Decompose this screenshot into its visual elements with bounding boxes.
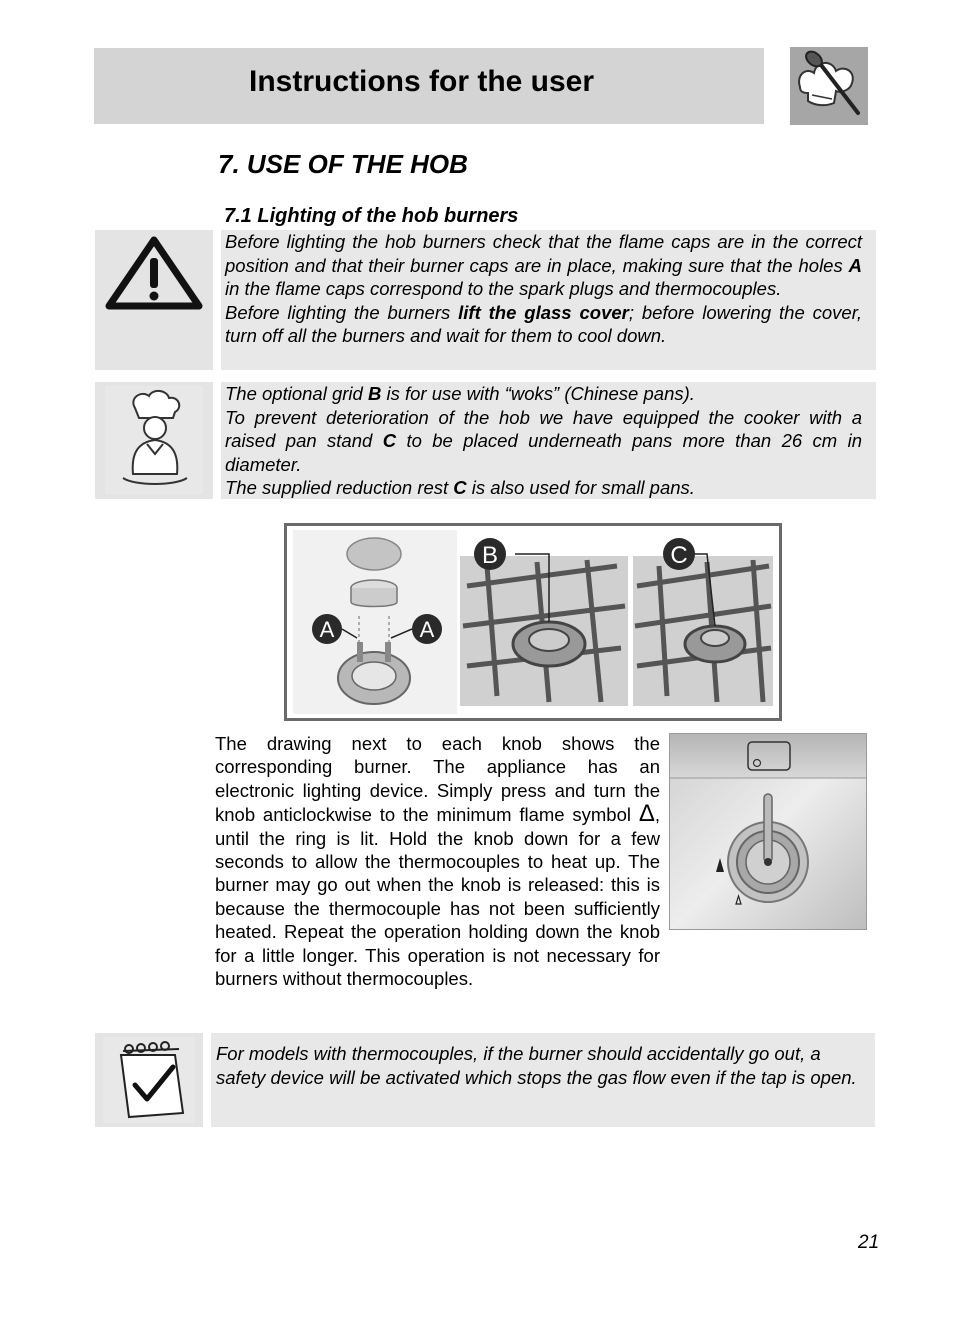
note-icon-box [95,1033,203,1127]
subsection-title: 7.1 Lighting of the hob burners [224,205,519,227]
label-b: B [481,542,499,569]
chef-icon-box [95,382,213,499]
section-title: 7. USE OF THE HOB [218,149,468,179]
tip-text [221,382,876,499]
page-header-title: Instructions for the user [249,65,595,98]
label-c: C [670,542,688,569]
tip-paragraph-2: To prevent deterioration of the hob we have equipped the cooker with a raised pan stand C to be placed underneath pans more than 26 cm in diameter. [225,406,862,475]
flame-symbol: Δ [638,800,655,828]
tip-paragraph-3: The supplied reduction rest C is also used for small pans. [225,477,695,499]
burner-illustration [284,523,782,721]
chef-hat-spoon-icon [790,47,868,125]
notepad-checkmark-icon [95,1033,203,1127]
label-a-left: A [319,617,335,642]
note-paragraph: For models with thermocouples, if the burner should accidentally go out, a safety device will be activated which stops the gas flow even if the tap is open. [216,1043,857,1088]
knob-instructions-text: The drawing next to each knob shows the corresponding burner. The appliance has an electronic lighting device. Simply press and turn the knob anticlockwise to the minimum flame symbol Δ, until the ring is lit. Hold the knob down for a few seconds to allow the thermocouples to heat up. The burner may go out when the knob is released: this is because the thermocouple has not been sufficiently heated. Repeat the operation holding down the knob for a little longer. This operation is not necessary for burners without thermocouples. [215,733,660,990]
knob-icon [669,733,867,930]
page-number: 21 [858,1232,880,1253]
note-text [211,1033,875,1127]
warning-triangle-icon [95,230,213,370]
warning-paragraph-1: Before lighting the hob burners check that the flame caps are in the correct position and that their burner caps are in place, making sure that the holes A in the flame caps correspond to the spark plugs and thermocouples. [225,231,862,300]
tip-paragraph-1: The optional grid B is for use with “woks” (Chinese pans). [225,383,695,404]
warning-icon-box [95,230,213,370]
warning-text [221,230,876,370]
chef-icon [95,382,213,499]
warning-paragraph-2: Before lighting the burners lift the glass cover; before lowering the cover, turn off all the burners and wait for them to cool down. [225,301,862,347]
label-a-right: A [419,617,435,642]
